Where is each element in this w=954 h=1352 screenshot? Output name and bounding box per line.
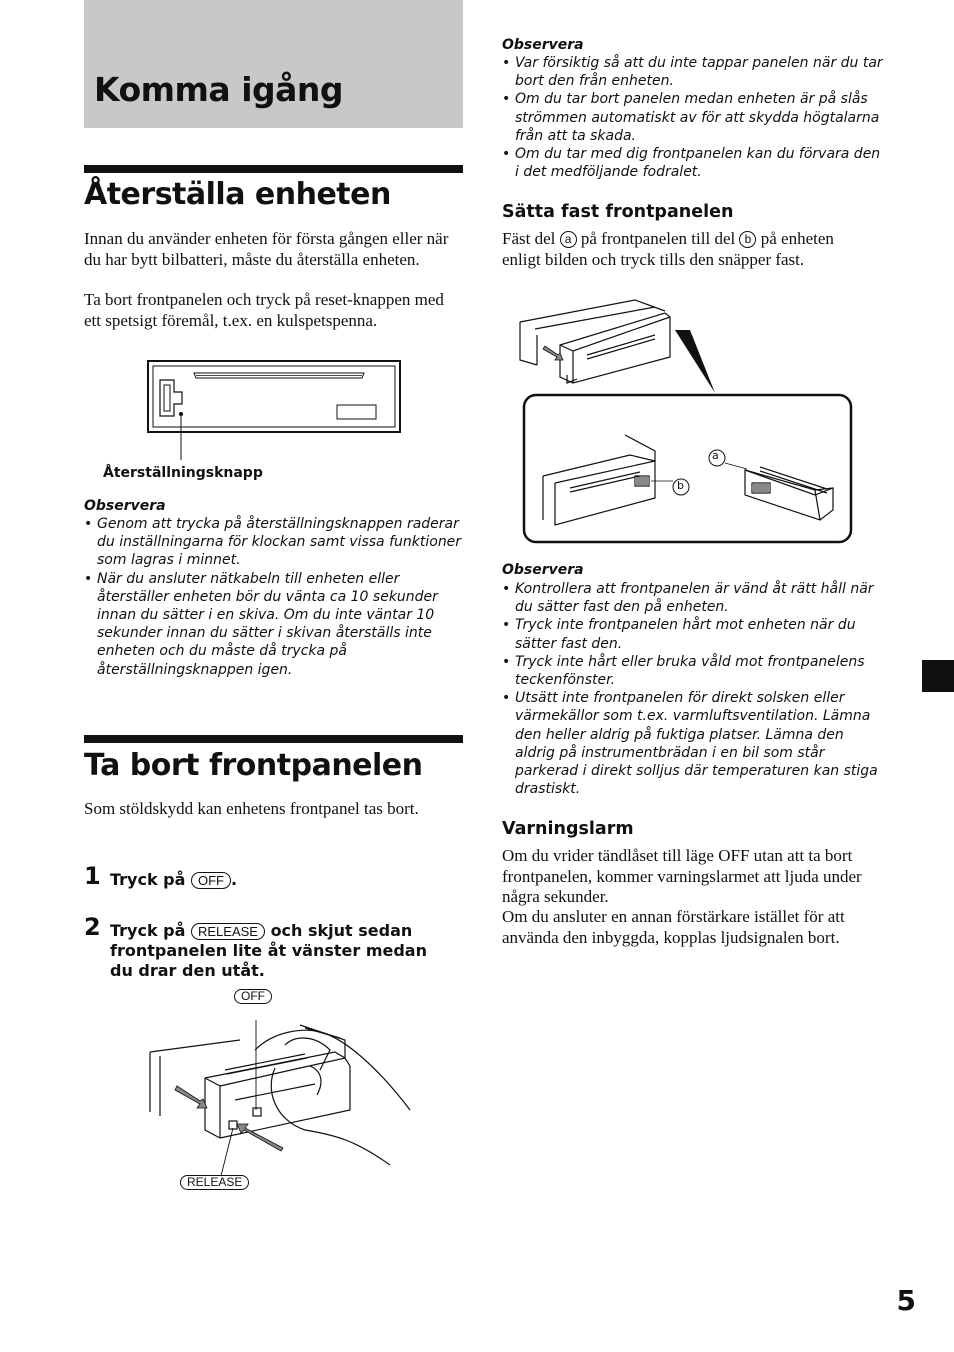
note-title-reset: Observera: [84, 498, 166, 514]
step-2-suffix: och skjut sedan frontpanelen lite åt vänster medan du drar den utåt.: [110, 921, 427, 980]
notes-remove: [502, 54, 884, 181]
note-title-attach: Observera: [502, 562, 584, 578]
attach-panel-figure: [515, 295, 860, 550]
chapter-banner: [84, 0, 463, 128]
note-item: • Om du tar med dig frontpanelen kan du förvara den i det medföljande fodralet.: [502, 145, 884, 181]
note-item: • Utsätt inte frontpanelen för direkt solsken eller värmekällor som t.ex. varmluftsventilation. Lämna den heller aldrig på fuktiga platser. Lämna den aldrig på instrumentbrädan i en bil som står parkerad i direkt solljus där temperaturen kan stiga drastiskt.: [502, 689, 886, 798]
reset-para-1: Innan du använder enheten för första gången eller när du har bytt bilbatteri, måste du återställa enheten.: [84, 229, 449, 269]
subheading-attach: Sätta fast frontpanelen: [502, 202, 734, 222]
notes-reset: [84, 515, 462, 679]
step-number-2: 2: [84, 913, 101, 941]
note-title-remove: Observera: [502, 37, 584, 53]
fig-release-key: RELEASE: [180, 1175, 249, 1190]
fig-part-b-label: b: [677, 479, 684, 492]
part-a-marker: a: [560, 231, 577, 248]
notes-attach: [502, 580, 886, 798]
step-1-suffix: .: [231, 870, 238, 889]
section-rule: [84, 165, 463, 173]
fig-part-a-label: a: [712, 449, 719, 462]
attach-para: [502, 229, 842, 270]
step-number-1: 1: [84, 862, 101, 890]
off-key: OFF: [191, 872, 231, 889]
step-2-text: [110, 921, 455, 981]
note-item: • Var försiktig så att du inte tappar panelen när du tar bort den från enheten.: [502, 54, 884, 90]
part-b-marker: b: [739, 231, 756, 248]
chapter-title: Komma igång: [94, 70, 344, 109]
note-item: • Tryck inte frontpanelen hårt mot enheten när du sätter fast den.: [502, 616, 886, 652]
section-heading-remove: Ta bort frontpanelen: [84, 748, 423, 783]
note-item: • Genom att trycka på återställningsknappen raderar du inställningarna för klockan samt vissa funktioner som lagras i minnet.: [84, 515, 462, 570]
attach-text-2: på frontpanelen till del: [580, 229, 736, 248]
remove-panel-figure: [145, 1000, 425, 1180]
reset-button-label: Återställningsknapp: [103, 465, 263, 481]
reset-button-figure: [146, 358, 404, 466]
note-item: • Kontrollera att frontpanelen är vänd åt rätt håll när du sätter fast den på enheten.: [502, 580, 886, 616]
attach-text-3: på enheten enligt bilden och tryck tills den snäpper fast.: [502, 229, 834, 269]
fig-off-key: OFF: [234, 989, 272, 1004]
remove-intro: Som stöldskydd kan enhetens frontpanel tas bort.: [84, 799, 419, 818]
chapter-tab-marker: [922, 660, 954, 692]
attach-text-1: Fäst del: [502, 229, 556, 248]
step-2-prefix: Tryck på: [110, 921, 186, 940]
note-item: • När du ansluter nätkabeln till enheten eller återställer enheten bör du vänta ca 10 sekunder innan du sätter i en skiva. Om du inte väntar 10 sekunder innan du sätter i skivan återställs inte enheten och du måste då trycka på återställningsknappen igen.: [84, 570, 462, 679]
section-rule: [84, 735, 463, 743]
page-number: 5: [896, 1284, 916, 1317]
step-1-prefix: Tryck på: [110, 870, 186, 889]
subheading-alarm: Varningslarm: [502, 819, 634, 839]
alarm-para-2: Om du ansluter en annan förstärkare istället för att använda den inbyggda, kopplas ljudsignalen bort.: [502, 907, 845, 947]
alarm-para-1: Om du vrider tändlåset till läge OFF utan att ta bort frontpanelen, kommer varningslarmet att ljuda under några sekunder.: [502, 846, 862, 906]
section-heading-reset: Återställa enheten: [84, 177, 391, 212]
release-key: RELEASE: [191, 923, 265, 940]
reset-para-2: Ta bort frontpanelen och tryck på reset-knappen med ett spetsigt föremål, t.ex. en kulspetspenna.: [84, 290, 444, 330]
step-1-text: [110, 870, 460, 890]
note-item: • Om du tar bort panelen medan enheten är på slås strömmen automatiskt av för att skydda högtalarna från att ta skada.: [502, 90, 884, 145]
note-item: • Tryck inte hårt eller bruka våld mot frontpanelens teckenfönster.: [502, 653, 886, 689]
